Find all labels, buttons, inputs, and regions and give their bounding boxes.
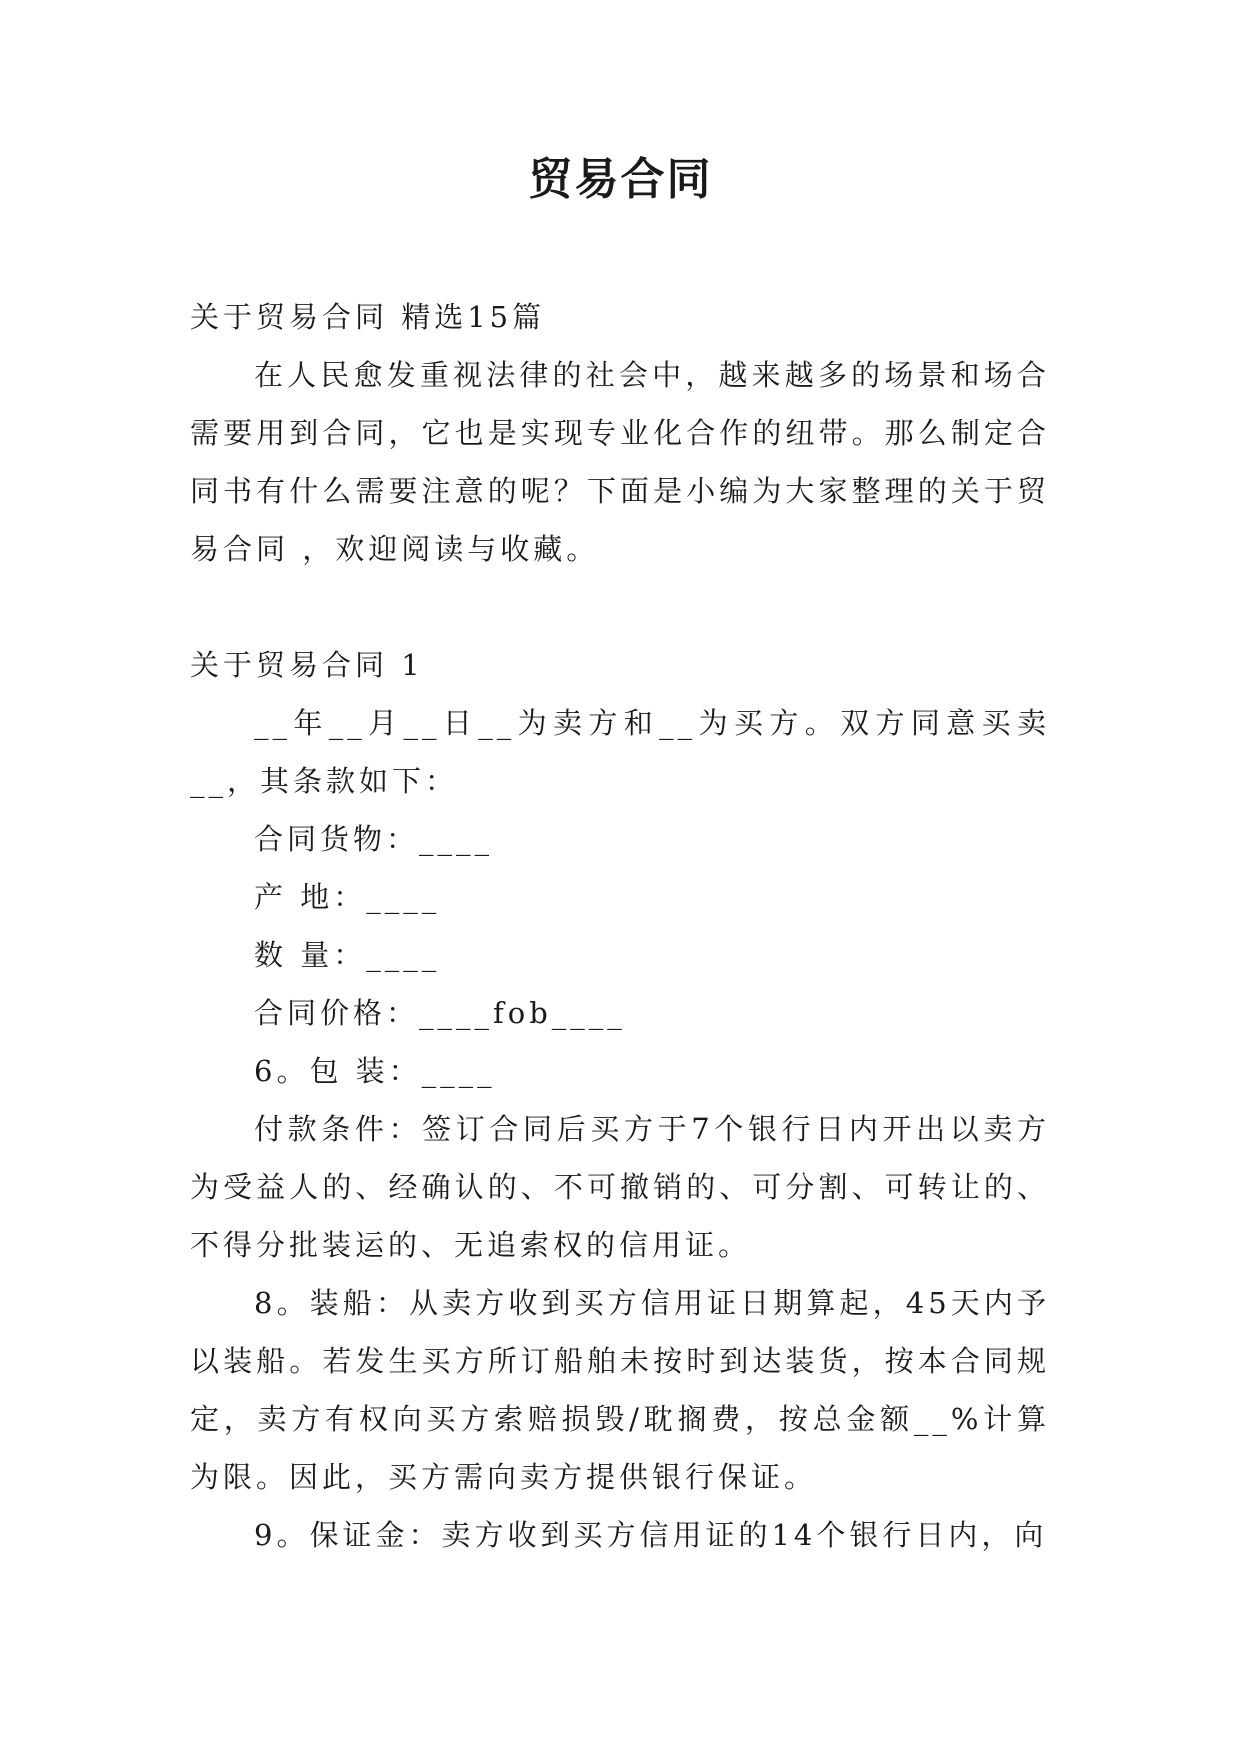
- clause-goods: 合同货物：____: [254, 822, 494, 856]
- clause-quantity: 数 量：____: [254, 938, 441, 972]
- clause-payment: 付款条件：签订合同后买方于7个银行日内开出以卖方为受益人的、经确认的、不可撤销的、可分割、可转让的、不得分批装运的、无追索权的信用证。: [190, 1112, 1050, 1262]
- clause-origin: 产 地：____: [254, 880, 441, 914]
- document-title: 贸易合同: [528, 154, 713, 205]
- paragraph-gap: [190, 578, 1050, 636]
- intro-paragraph: 在人民愈发重视法律的社会中，越来越多的场景和场合需要用到合同，它也是实现专业化合作的纽带。那么制定合同书有什么需要注意的呢？下面是小编为大家整理的关于贸易合同 ，欢迎阅读与收藏。: [190, 358, 1050, 566]
- document-body: [190, 288, 1050, 1564]
- section-heading: 关于贸易合同 1: [190, 648, 424, 682]
- clause-shipment: 8。装船：从卖方收到买方信用证日期算起，45天内予以装船。若发生买方所订船舶未按时到达装货，按本合同规定，卖方有权向买方索赔损毁/耽搁费，按总金额__%计算为限。因此，买方需向卖方提供银行保证。: [190, 1286, 1050, 1494]
- clause-price: 合同价格：____fob____: [254, 996, 626, 1030]
- clause-opening: __年__月__日__为卖方和__为买方。双方同意买卖__，其条款如下：: [190, 706, 1050, 798]
- document-subtitle: 关于贸易合同 精选15篇: [190, 300, 546, 334]
- clause-deposit: 9。保证金：卖方收到买方信用证的14个银行日内，向: [254, 1518, 1048, 1552]
- clause-packing: 6。包 装：____: [254, 1054, 496, 1088]
